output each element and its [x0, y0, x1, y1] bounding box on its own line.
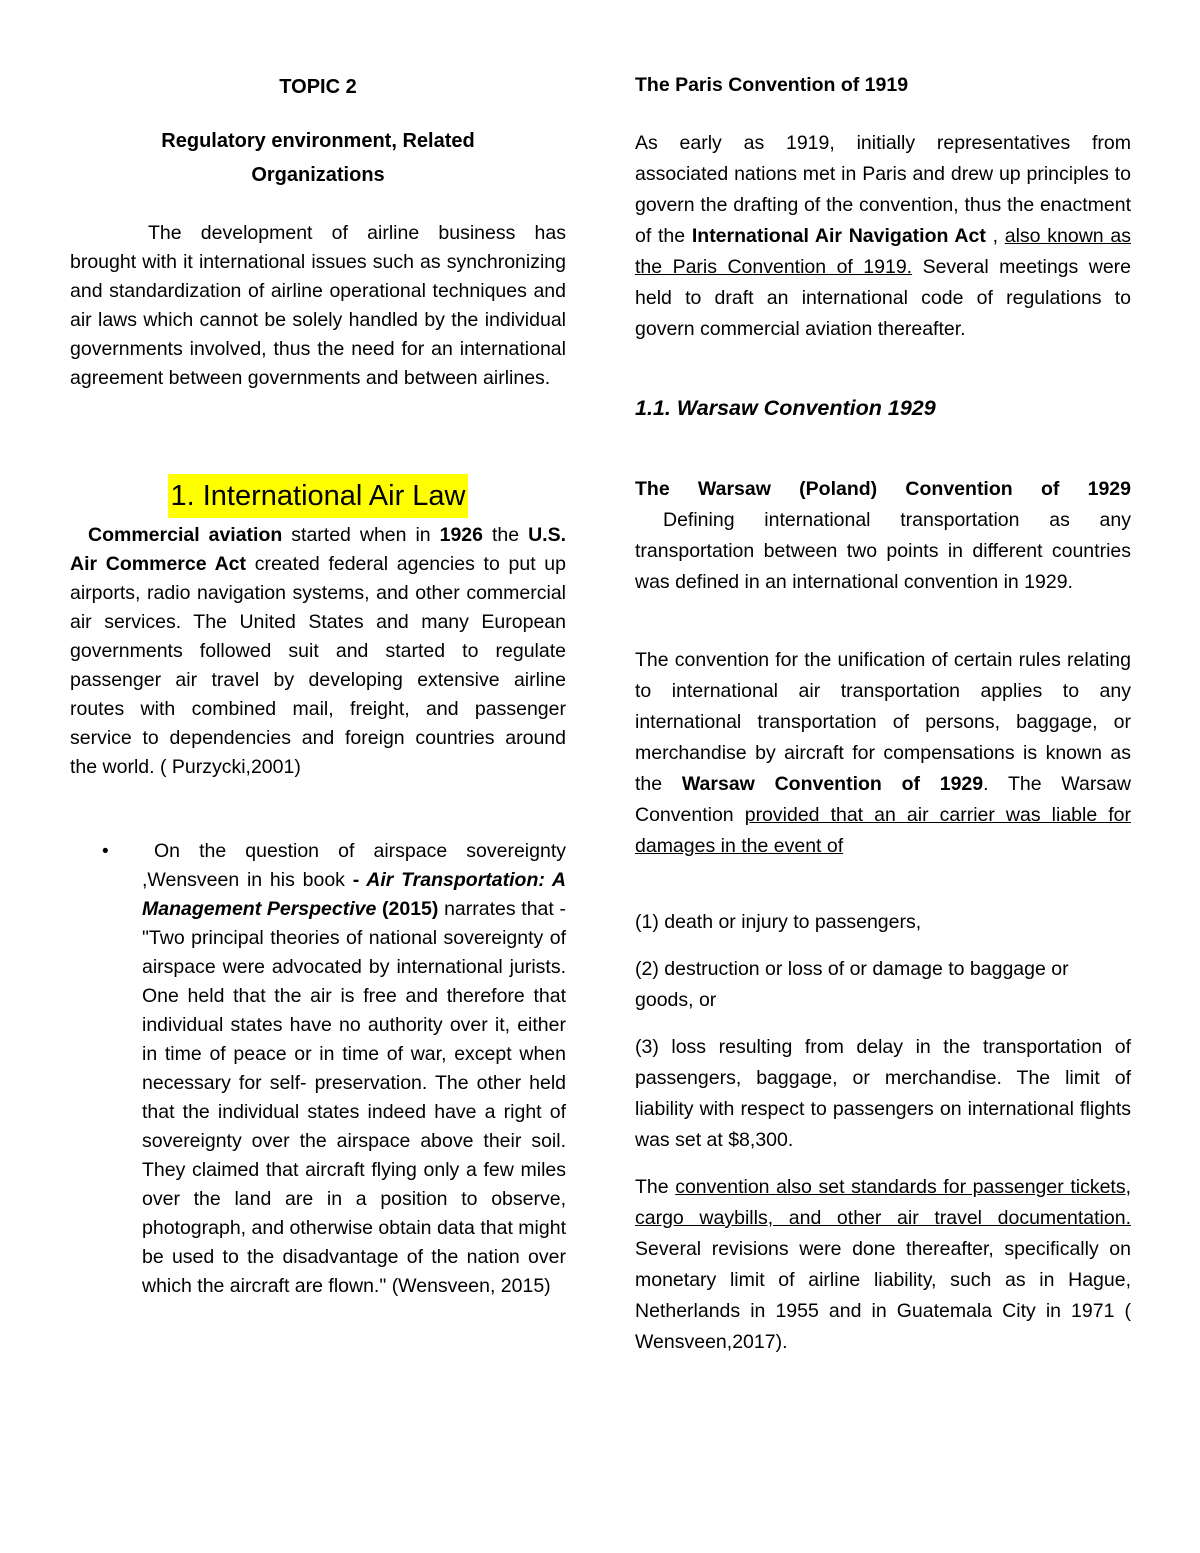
air-navigation-act: International Air Navigation Act: [691, 225, 986, 247]
paris-convention-title: The Paris Convention of 1919: [635, 74, 909, 96]
standards-underlined: convention also set standards for passenger tickets, cargo waybills, and other air travel documentation.: [635, 1176, 1131, 1229]
warsaw-section-heading: 1.1. Warsaw Convention 1929: [635, 396, 936, 420]
para1-text-2: the: [483, 524, 529, 546]
bullet-dash: -: [352, 869, 360, 891]
warsaw-convention-title: The Warsaw (Poland) Convention of 1929: [635, 478, 1131, 500]
para1-year: 1926: [439, 524, 483, 546]
paris-text-2: ,: [985, 225, 1005, 247]
intro-paragraph: The development of airline business has brought with it international issues such as synchronizing and standardization of airline operational techniques and air laws which cannot be solely handled by the individual governments involved, thus the need for an international agreement between governments and between airlines.: [70, 222, 566, 389]
commercial-aviation-paragraph: [70, 521, 566, 782]
standards-paragraph: [635, 1172, 1131, 1358]
liability-clause: provided that an air carrier was liable for damages in the event of: [635, 804, 1131, 857]
air-commerce-act: U.S. Air Commerce Act: [70, 524, 566, 575]
conv-text-1: The convention for the unification of certain rules relating to international air transportation applies to any international transportation of persons, baggage, or merchandise by aircraft for compensations is known as the: [635, 649, 1131, 795]
book-title: Air Transportation: A Management Perspective: [142, 869, 566, 920]
warsaw-convention-name: Warsaw Convention of 1929: [681, 773, 984, 795]
damage-item-3: (3) loss resulting from delay in the transportation of passengers, baggage, or merchandise. The limit of liability with respect to passengers on international flights was set at $8,300.: [635, 1036, 1131, 1151]
standards-text-2: Several revisions were done thereafter, specifically on monetary limit of airline liability, such as in Hague, Netherlands in 1955 and in Guatemala City in 1971 ( Wensveen,2017).: [635, 1238, 1131, 1353]
standards-text-1: The: [635, 1176, 676, 1198]
bullet-text-1: On the question of airspace sovereignty ,Wensveen in his book: [142, 840, 566, 891]
bullet-text-2: narrates that - "Two principal theories of national sovereignty of airspace were advocated by international jurists. One held that the air is free and therefore that individual states have no authority over it, either in time of peace or in time of war, except when necessary for self- preservation. The other held that the individual states indeed have a right of sovereignty over the airspace above their soil. They claimed that aircraft flying only a few miles over the land are in a position to observe, photograph, and otherwise obtain data that might be used to the disadvantage of the nation over which the aircraft are flown." (Wensveen, 2015): [142, 898, 566, 1297]
page-subtitle: [70, 124, 566, 192]
section-heading: 1. International Air Law: [168, 474, 467, 518]
bullet-icon: •: [102, 841, 109, 862]
subtitle-line-2: Organizations: [251, 164, 385, 186]
warsaw-definition-paragraph: Defining international transportation as any transportation between two points in different countries was defined in an international convention in 1929.: [635, 509, 1131, 593]
conv-text-2: . The Warsaw Convention: [635, 773, 1131, 826]
damage-item-1: (1) death or injury to passengers,: [635, 911, 922, 933]
commercial-aviation-term: Commercial aviation: [88, 524, 283, 546]
paris-convention-paragraph: [635, 128, 1131, 345]
paris-aka: also known as the Paris Convention of 1919.: [635, 225, 1131, 278]
topic-label: TOPIC 2: [279, 76, 357, 98]
bullet-paragraph: [142, 837, 566, 1301]
book-year: (2015): [376, 898, 439, 920]
paris-text-1: As early as 1919, initially representatives from associated nations met in Paris and drew up principles to govern the drafting of the convention, thus the enactment of the: [635, 132, 1131, 247]
section-heading-wrap: [70, 474, 566, 518]
paris-text-3: Several meetings were held to draft an international code of regulations to govern commercial aviation thereafter.: [635, 256, 1132, 340]
damage-item-2: (2) destruction or loss of or damage to baggage or goods, or: [635, 958, 1069, 1011]
para1-text-1: started when in: [282, 524, 440, 546]
para1-text-3: created federal agencies to put up airports, radio navigation systems, and other commercial air services. The United States and many European governments followed suit and started to regulate passenger air travel by developing extensive airline routes with combined mail, freight, and passenger service to dependencies and foreign countries around the world. ( Purzycki,2001): [70, 553, 566, 778]
convention-paragraph: [635, 645, 1131, 862]
subtitle-line-1: Regulatory environment, Related: [161, 130, 475, 152]
